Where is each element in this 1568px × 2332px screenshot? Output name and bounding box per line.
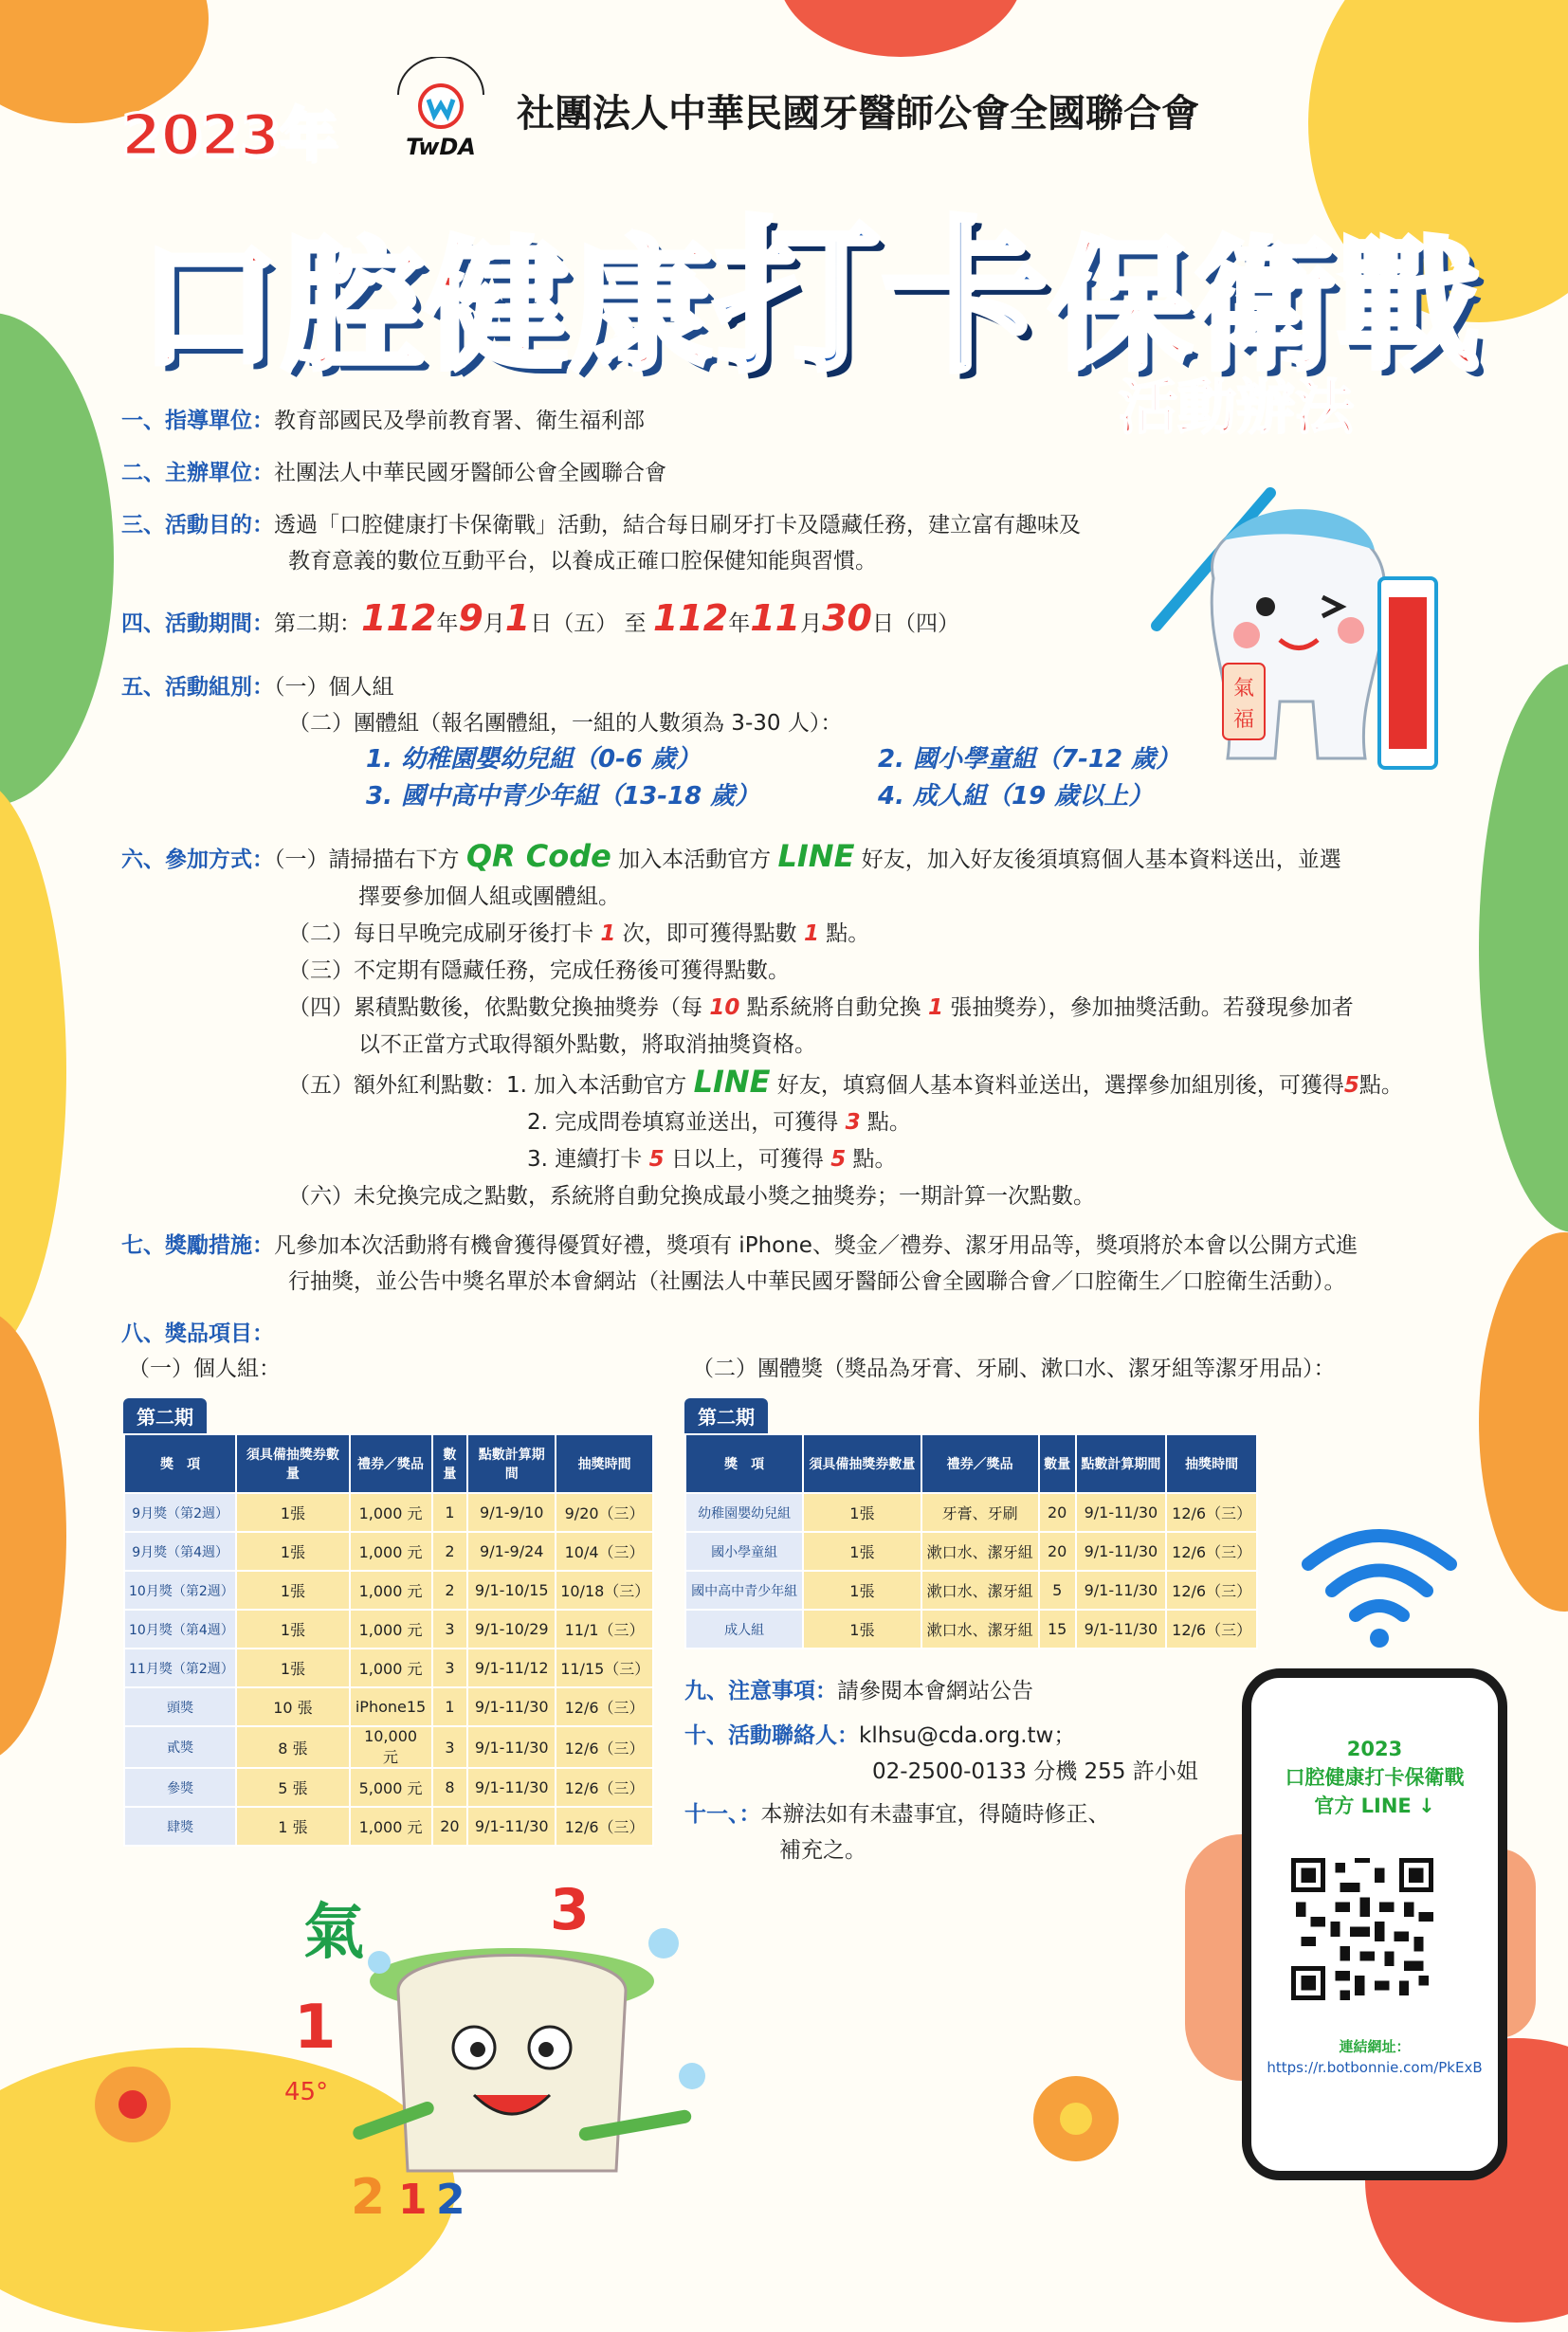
table-cell: 9/1-9/10 <box>467 1493 556 1532</box>
table-cell: 1張 <box>803 1610 921 1649</box>
end-year-unit: 年 <box>728 611 751 636</box>
table-cell: 漱口水、潔牙組 <box>921 1532 1039 1571</box>
section-period <box>121 597 959 642</box>
table-cell: 10 張 <box>236 1687 349 1726</box>
table-cell: 12/6（三） <box>556 1726 653 1768</box>
section-participation <box>121 838 1403 1215</box>
table-cell: 2 <box>432 1571 468 1610</box>
wifi-icon <box>1299 1517 1460 1649</box>
section-supplement <box>684 1796 1110 1868</box>
table-row <box>124 1571 653 1610</box>
exchange-tickets: 1 <box>927 995 943 1020</box>
table-row <box>124 1532 653 1571</box>
table-cell: 9/1-11/30 <box>467 1687 556 1726</box>
table-cell: 1張 <box>236 1493 349 1532</box>
bonus-1-post: 點。 <box>1358 1073 1403 1098</box>
start-month: 9 <box>458 597 483 639</box>
bonus-1: （五）額外紅利點數：1. 加入本活動官方 <box>288 1073 694 1098</box>
table-cell: 3 <box>432 1726 468 1768</box>
table-row <box>685 1532 1257 1571</box>
contact-phone: 02-2500-0133 分機 255 許小姐 <box>872 1759 1198 1784</box>
participation-2-mid: 次，即可獲得點數 <box>615 921 804 946</box>
bonus-2-points: 3 <box>845 1110 861 1135</box>
table-cell: 11/15（三） <box>556 1649 653 1687</box>
organizer-name: 社團法人中華民國牙醫師公會全國聯合會 <box>517 92 1199 136</box>
mascot-badge-top: 氣 <box>1232 677 1255 701</box>
section-prizes <box>121 1316 274 1352</box>
table-row <box>124 1807 653 1846</box>
prize-name-cell: 10月獎（第2週） <box>124 1571 236 1610</box>
section-text-1: 透過「口腔健康打卡保衛戰」活動，結合每日刷牙打卡及隱藏任務，建立富有趣味及 <box>274 513 1081 537</box>
notes-text: 請參閱本會網站公告 <box>837 1679 1033 1703</box>
table-cell: 2 <box>432 1532 468 1571</box>
section-groups <box>121 669 1180 815</box>
bonus-3-mid: 日以上，可獲得 <box>664 1147 831 1172</box>
table-header: 數量 <box>432 1434 468 1493</box>
table-cell: 1張 <box>803 1493 921 1532</box>
table-header: 數量 <box>1039 1434 1076 1493</box>
participation-2: （二）每日早晚完成刷牙後打卡 <box>288 921 601 946</box>
table-cell: 11/1（三） <box>556 1610 653 1649</box>
prize-name-cell: 肆獎 <box>124 1807 236 1846</box>
table-header: 獎 項 <box>124 1434 236 1493</box>
table-cell: 1,000 元 <box>350 1807 432 1846</box>
table-cell: 5 <box>1039 1571 1076 1610</box>
table-cell: 9/1-9/24 <box>467 1532 556 1571</box>
section-organizer <box>121 455 666 491</box>
bg-blob-orange-left <box>0 1308 66 1763</box>
section-label: 八、獎品項目： <box>121 1321 274 1346</box>
prize-name-cell: 參獎 <box>124 1768 236 1807</box>
section-label: 十、活動聯絡人： <box>684 1723 859 1748</box>
table-cell: 1張 <box>236 1649 349 1687</box>
section-label: 三、活動目的： <box>121 513 274 537</box>
table-row <box>124 1493 653 1532</box>
bg-blob-red-top <box>777 0 1024 57</box>
flower-center <box>1060 2103 1092 2135</box>
period-to: 日（五） 至 <box>530 611 653 636</box>
table-header: 須具備抽獎券數量 <box>236 1434 349 1493</box>
bonus-3: 3. 連續打卡 <box>527 1147 649 1172</box>
contact-email[interactable]: klhsu@cda.org.tw； <box>859 1723 1076 1748</box>
prize-name-cell: 10月獎（第4週） <box>124 1610 236 1649</box>
exchange-points: 10 <box>709 995 740 1020</box>
table-cell: 1張 <box>803 1571 921 1610</box>
table-cell: 1,000 元 <box>350 1571 432 1610</box>
table-row <box>124 1726 653 1768</box>
group-sub-3: 3. 國中高中青少年組（13-18 歲） <box>366 782 760 811</box>
table-header: 抽獎時間 <box>1166 1434 1257 1493</box>
section-rewards <box>121 1228 1358 1300</box>
qr-code-text: QR Code <box>465 838 611 874</box>
table-row <box>124 1649 653 1687</box>
title-mid: 打卡 <box>714 203 1050 395</box>
section-contact <box>684 1718 1198 1790</box>
bonus-1-points: 5 <box>1343 1073 1359 1098</box>
table-cell: 15 <box>1039 1610 1076 1649</box>
group-individual: （一）個人組 <box>274 675 394 700</box>
bg-blob-green-right <box>1479 664 1568 1232</box>
participation-4-mid: 點系統將自動兌換 <box>739 995 928 1020</box>
line-text: LINE <box>777 838 855 874</box>
table-row <box>685 1493 1257 1532</box>
start-year: 112 <box>361 597 437 639</box>
phone-year: 2023 <box>1346 1738 1403 1760</box>
prize-name-cell: 9月獎（第4週） <box>124 1532 236 1571</box>
rewards-line-2: 行抽獎，並公告中獎名單於本會網站（社團法人中華民國牙醫師公會全國聯合會／口腔衛生／口腔衛生活動）。 <box>288 1269 1346 1294</box>
section-label: 五、活動組別： <box>121 675 274 700</box>
section-notes <box>684 1673 1033 1709</box>
participation-1-mid: 加入本活動官方 <box>611 847 778 872</box>
table-cell: 3 <box>432 1649 468 1687</box>
table-cell: 1張 <box>236 1571 349 1610</box>
table-header: 禮券／獎品 <box>921 1434 1039 1493</box>
table-cell: 9/1-11/30 <box>1076 1493 1167 1532</box>
participation-4-line2: 以不正當方式取得額外點數，將取消抽獎資格。 <box>358 1032 816 1057</box>
prize-name-cell: 11月獎（第2週） <box>124 1649 236 1687</box>
bg-blob-yellow-left <box>0 777 66 1365</box>
prize-name-cell: 國中高中青少年組 <box>685 1571 803 1610</box>
title-left: 口腔健康 <box>137 225 715 390</box>
digit-2-bottom: 2 <box>436 2176 465 2215</box>
brushing-teeth-illustration <box>265 1886 758 2215</box>
bonus-1-mid: 好友，填寫個人基本資料並送出，選擇參加組別後，可獲得 <box>770 1073 1344 1098</box>
period-tab: 第二期 <box>684 1398 768 1433</box>
table-cell: 1,000 元 <box>350 1610 432 1649</box>
bg-blob-orange-right <box>1479 1232 1568 1612</box>
table-cell: 1,000 元 <box>350 1532 432 1571</box>
participation-3: （三）不定期有隱藏任務，完成任務後可獲得點數。 <box>288 958 790 983</box>
year-badge: 2023年 <box>121 102 337 169</box>
table-cell: 9/1-11/30 <box>1076 1571 1167 1610</box>
section-guidance <box>121 403 645 439</box>
prizes-individual-heading: （一）個人組： <box>128 1357 281 1381</box>
flower-center-left <box>119 2090 147 2119</box>
twda-logo <box>379 57 502 161</box>
individual-prize-table <box>123 1398 654 1847</box>
table-cell: 12/6（三） <box>1166 1493 1257 1532</box>
checkin-count: 1 <box>600 921 616 946</box>
prize-name-cell: 頭獎 <box>124 1687 236 1726</box>
prize-name-cell: 國小學童組 <box>685 1532 803 1571</box>
phone-line: 官方 LINE ↓ <box>1314 1795 1435 1817</box>
table-cell: 9/1-11/30 <box>1076 1610 1167 1649</box>
prizes-group-heading: （二）團體獎（獎品為牙膏、牙刷、漱口水、潔牙組等潔牙用品）： <box>692 1357 1336 1381</box>
section-label: 六、參加方式： <box>121 847 274 872</box>
table-cell: 12/6（三） <box>1166 1610 1257 1649</box>
group-sub-2: 2. 國小學童組（7-12 歲） <box>878 745 1181 774</box>
logo-text: TwDA <box>406 134 476 160</box>
table-cell: 12/6（三） <box>556 1687 653 1726</box>
section-text: 社團法人中華民國牙醫師公會全國聯合會 <box>274 461 666 485</box>
bonus-3-post: 點。 <box>846 1147 897 1172</box>
table-cell: 1,000 元 <box>350 1493 432 1532</box>
table-cell: 1 張 <box>236 1807 349 1846</box>
table-row <box>124 1687 653 1726</box>
participation-2-post: 點。 <box>818 921 870 946</box>
table-row <box>685 1610 1257 1649</box>
start-month-unit: 月 <box>483 611 505 636</box>
section-label: 十一、： <box>684 1802 761 1827</box>
end-day: 30 <box>822 597 872 639</box>
group-team: （二）團體組（報名團體組，一組的人數須為 3-30 人）： <box>288 711 843 736</box>
bg-blob-green-left <box>0 313 114 806</box>
table-cell: 5,000 元 <box>350 1768 432 1807</box>
table-row <box>685 1571 1257 1610</box>
table-cell: 20 <box>1039 1493 1076 1532</box>
table-cell: 9/1-10/15 <box>467 1571 556 1610</box>
table-header: 禮券／獎品 <box>350 1434 432 1493</box>
table-row <box>124 1610 653 1649</box>
start-year-unit: 年 <box>436 611 459 636</box>
table-cell: 12/6（三） <box>1166 1571 1257 1610</box>
table-cell: 漱口水、潔牙組 <box>921 1571 1039 1610</box>
section-label: 七、獎勵措施： <box>121 1233 274 1258</box>
end-day-unit: 日（四） <box>871 611 959 636</box>
table-cell: 牙膏、牙刷 <box>921 1493 1039 1532</box>
table-header: 獎 項 <box>685 1434 803 1493</box>
participation-1-line2: 擇要參加個人組或團體組。 <box>358 884 620 909</box>
digit-3: 3 <box>550 1886 590 1943</box>
table-cell: 12/6（三） <box>556 1768 653 1807</box>
group-sub-1: 1. 幼稚園嬰幼兒組（0-6 歲） <box>366 745 702 774</box>
table-cell: 9/1-11/30 <box>467 1768 556 1807</box>
table-cell: iPhone15 <box>350 1687 432 1726</box>
period-tab: 第二期 <box>123 1398 207 1433</box>
section-label: 二、主辦單位： <box>121 461 274 485</box>
line-text-2: LINE <box>693 1064 771 1100</box>
digit-1: 1 <box>294 1993 337 2063</box>
supplement-line-2: 補充之。 <box>779 1838 866 1863</box>
table-cell: 9/1-11/30 <box>1076 1532 1167 1571</box>
participation-4-post: 張抽獎券），參加抽獎活動。若發現參加者 <box>942 995 1354 1020</box>
table-cell: 1 <box>432 1687 468 1726</box>
subtitle: 活動辦法 <box>1119 373 1355 442</box>
char-qi: 氣 <box>303 1897 364 1968</box>
checkin-points: 1 <box>803 921 819 946</box>
link-label: 連結網址： <box>1339 2038 1411 2055</box>
table-cell: 5 張 <box>236 1768 349 1807</box>
table-cell: 3 <box>432 1610 468 1649</box>
bonus-3-points: 5 <box>830 1147 847 1172</box>
table-header: 點數計算期間 <box>467 1434 556 1493</box>
phone-link <box>1251 2036 1498 2078</box>
end-month-unit: 月 <box>800 611 823 636</box>
table-cell: 漱口水、潔牙組 <box>921 1610 1039 1649</box>
section-text-2: 教育意義的數位互動平台，以養成正確口腔保健知能與習慣。 <box>288 549 877 574</box>
bonus-2: 2. 完成問卷填寫並送出，可獲得 <box>527 1110 846 1135</box>
end-month: 11 <box>750 597 801 639</box>
supplement-line-1: 本辦法如有未盡事宜，得隨時修正、 <box>760 1802 1110 1827</box>
phone-title: 口腔健康打卡保衛戰 <box>1285 1766 1465 1789</box>
qr-code[interactable] <box>1291 1858 1433 2000</box>
table-cell: 1,000 元 <box>350 1649 432 1687</box>
section-label: 四、活動期間： <box>121 611 274 636</box>
table-cell: 9/20（三） <box>556 1493 653 1532</box>
table-cell: 12/6（三） <box>1166 1532 1257 1571</box>
table-cell: 9/1-11/12 <box>467 1649 556 1687</box>
table-cell: 8 <box>432 1768 468 1807</box>
digit-1-bottom: 1 <box>398 2176 428 2215</box>
group-sub-4: 4. 成人組（19 歲以上） <box>878 782 1154 811</box>
prize-name-cell: 成人組 <box>685 1610 803 1649</box>
table-cell: 10/18（三） <box>556 1571 653 1610</box>
participation-6: （六）未兌換完成之點數，系統將自動兌換成最小獎之抽獎券；一期計算一次點數。 <box>288 1184 1095 1209</box>
group-prize-table <box>684 1398 1258 1649</box>
start-day: 1 <box>504 597 531 639</box>
table-cell: 10/4（三） <box>556 1532 653 1571</box>
tooth-mascot-illustration <box>1147 474 1488 815</box>
phone-caption <box>1251 1735 1498 1820</box>
table-header: 須具備抽獎券數量 <box>803 1434 921 1493</box>
end-year: 112 <box>652 597 729 639</box>
link-url[interactable]: https://r.botbonnie.com/PkExB <box>1267 2059 1483 2076</box>
table-cell: 9/1-11/30 <box>467 1807 556 1846</box>
period-prefix: 第二期： <box>274 611 361 636</box>
table-cell: 1張 <box>236 1610 349 1649</box>
table-cell: 10,000 元 <box>350 1726 432 1768</box>
participation-4: （四）累積點數後，依點數兌換抽獎券（每 <box>288 995 710 1020</box>
table-cell: 20 <box>432 1807 468 1846</box>
prize-name-cell: 貳獎 <box>124 1726 236 1768</box>
digit-2: 2 <box>351 2169 386 2215</box>
mascot-badge-bottom: 福 <box>1232 708 1255 732</box>
table-cell: 9/1-10/29 <box>467 1610 556 1649</box>
section-text: 教育部國民及學前教育署、衛生福利部 <box>274 409 645 433</box>
title-right: 保衛戰 <box>1049 225 1483 390</box>
table-cell: 1張 <box>803 1532 921 1571</box>
table-cell: 20 <box>1039 1532 1076 1571</box>
table-cell: 12/6（三） <box>556 1807 653 1846</box>
table-header: 抽獎時間 <box>556 1434 653 1493</box>
prize-name-cell: 幼稚園嬰幼兒組 <box>685 1493 803 1532</box>
bonus-2-post: 點。 <box>860 1110 911 1135</box>
prize-name-cell: 9月獎（第2週） <box>124 1493 236 1532</box>
section-label: 九、注意事項： <box>684 1679 837 1703</box>
table-header: 點數計算期間 <box>1076 1434 1167 1493</box>
participation-1-post: 好友，加入好友後須填寫個人基本資料送出，並選 <box>854 847 1341 872</box>
table-cell: 8 張 <box>236 1726 349 1768</box>
bonus-3-days: 5 <box>648 1147 665 1172</box>
section-purpose <box>121 507 1081 579</box>
table-cell: 9/1-11/30 <box>467 1726 556 1768</box>
table-cell: 1張 <box>236 1532 349 1571</box>
table-cell: 1 <box>432 1493 468 1532</box>
table-row <box>124 1768 653 1807</box>
rewards-line-1: 凡參加本次活動將有機會獲得優質好禮，獎項有 iPhone、獎金／禮券、潔牙用品等，獎項將於本會以公開方式進 <box>274 1233 1358 1258</box>
label-45-degree: 45° <box>284 2078 329 2106</box>
participation-1: （一）請掃描右下方 <box>274 847 466 872</box>
section-label: 一、指導單位： <box>121 409 274 433</box>
